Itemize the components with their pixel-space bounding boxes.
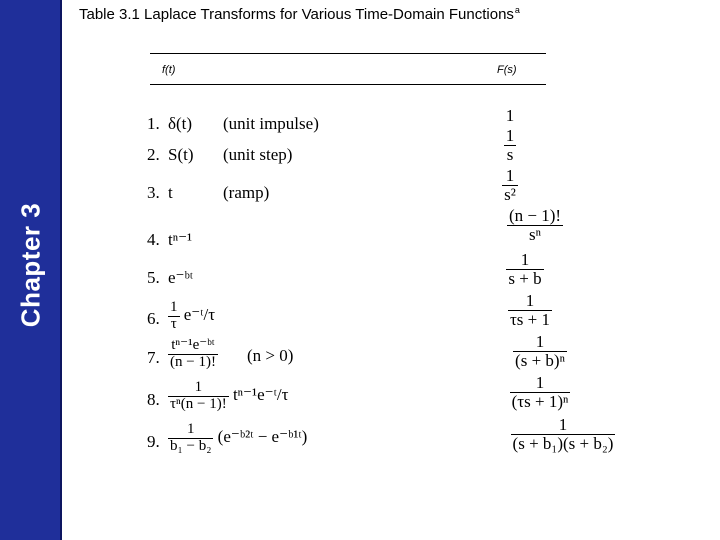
fs-numerator: (n − 1)! bbox=[508, 206, 562, 225]
row-note: (n > 0) bbox=[247, 346, 294, 365]
row-number: 8. bbox=[147, 390, 160, 409]
row-number: 6. bbox=[147, 309, 160, 328]
chapter-label: Chapter 3 bbox=[15, 202, 46, 328]
fs-numerator: 1 bbox=[505, 126, 515, 145]
ft-denominator: (n − 1)! bbox=[170, 353, 216, 370]
ft-denominator: τⁿ(n − 1)! bbox=[170, 395, 227, 412]
time-function: tⁿ⁻¹ bbox=[168, 230, 193, 249]
table-row bbox=[147, 268, 447, 290]
fs-numerator: 1 bbox=[508, 292, 552, 311]
fs-denominator: s + b bbox=[508, 268, 542, 288]
row-number: 2. bbox=[147, 145, 160, 164]
ft-numerator: 1 bbox=[168, 422, 213, 439]
table-row bbox=[147, 300, 447, 340]
ft-tail: tⁿ⁻¹e⁻ᵗ/τ bbox=[232, 385, 289, 405]
row-number: 3. bbox=[147, 183, 160, 202]
title-footnote-mark: a bbox=[514, 5, 520, 15]
time-function: δ(t) bbox=[168, 114, 193, 133]
table-row bbox=[147, 338, 467, 378]
table-row bbox=[147, 380, 467, 420]
row-number: 1. bbox=[147, 114, 160, 133]
chapter-sidebar bbox=[0, 0, 62, 540]
fs-numerator: 1 bbox=[510, 374, 571, 393]
table-row bbox=[147, 114, 447, 136]
laplace-transform bbox=[490, 167, 530, 204]
ft-denominator: b₁ − b₂ bbox=[170, 437, 212, 454]
laplace-transform bbox=[500, 292, 560, 329]
table-row bbox=[147, 230, 447, 252]
table-top-rule bbox=[150, 53, 546, 54]
fs-denominator: sⁿ bbox=[529, 224, 541, 244]
laplace-transform: 1 bbox=[505, 106, 515, 125]
laplace-transform bbox=[490, 207, 580, 244]
header-s-domain: F(s) bbox=[497, 64, 517, 76]
fs-numerator: 1 bbox=[513, 333, 567, 352]
row-note: (unit impulse) bbox=[223, 114, 319, 133]
fs-numerator: 1 bbox=[511, 416, 616, 435]
table-header-rule bbox=[150, 84, 546, 85]
time-function: t bbox=[168, 183, 173, 202]
laplace-transform bbox=[490, 127, 530, 164]
fs-denominator: s² bbox=[504, 184, 516, 204]
fs-denominator: s bbox=[506, 144, 514, 164]
row-number: 9. bbox=[147, 432, 160, 451]
laplace-transform bbox=[503, 416, 623, 453]
row-number: 7. bbox=[147, 348, 160, 367]
ft-tail: e⁻ᵗ/τ bbox=[183, 305, 216, 325]
fs-numerator: 1 bbox=[502, 167, 518, 186]
table-title bbox=[79, 5, 520, 23]
laplace-transform bbox=[505, 333, 575, 370]
ft-tail: (e⁻ᵇ²ᵗ − e⁻ᵇ¹ᵗ) bbox=[217, 427, 308, 447]
fs-numerator: 1 bbox=[506, 251, 543, 270]
time-function: S(t) bbox=[168, 145, 194, 164]
row-note: (unit step) bbox=[223, 145, 293, 164]
row-number: 5. bbox=[147, 268, 160, 287]
ft-numerator: 1 bbox=[170, 299, 178, 315]
fs-denominator: τs + 1 bbox=[509, 309, 551, 329]
row-number: 4. bbox=[147, 230, 160, 249]
ft-numerator: tⁿ⁻¹e⁻ᵇᵗ bbox=[168, 338, 218, 355]
table-row bbox=[147, 145, 447, 167]
header-time-domain: f(t) bbox=[162, 64, 176, 76]
table-title-text: Table 3.1 Laplace Transforms for Various Time-Domain Functions bbox=[79, 6, 514, 23]
ft-denominator: τ bbox=[170, 315, 177, 332]
laplace-transform bbox=[505, 374, 575, 411]
fs-denominator: (τs + 1)ⁿ bbox=[511, 391, 569, 411]
laplace-transform bbox=[495, 251, 555, 288]
table-row bbox=[147, 183, 447, 205]
fs-denominator: (s + b)ⁿ bbox=[515, 350, 565, 370]
table-row bbox=[147, 422, 477, 462]
time-function: e⁻ᵇᵗ bbox=[168, 268, 194, 287]
row-note: (ramp) bbox=[223, 183, 270, 202]
ft-numerator: 1 bbox=[168, 380, 229, 397]
fs-denominator: (s + b₁)(s + b₂) bbox=[512, 433, 614, 453]
